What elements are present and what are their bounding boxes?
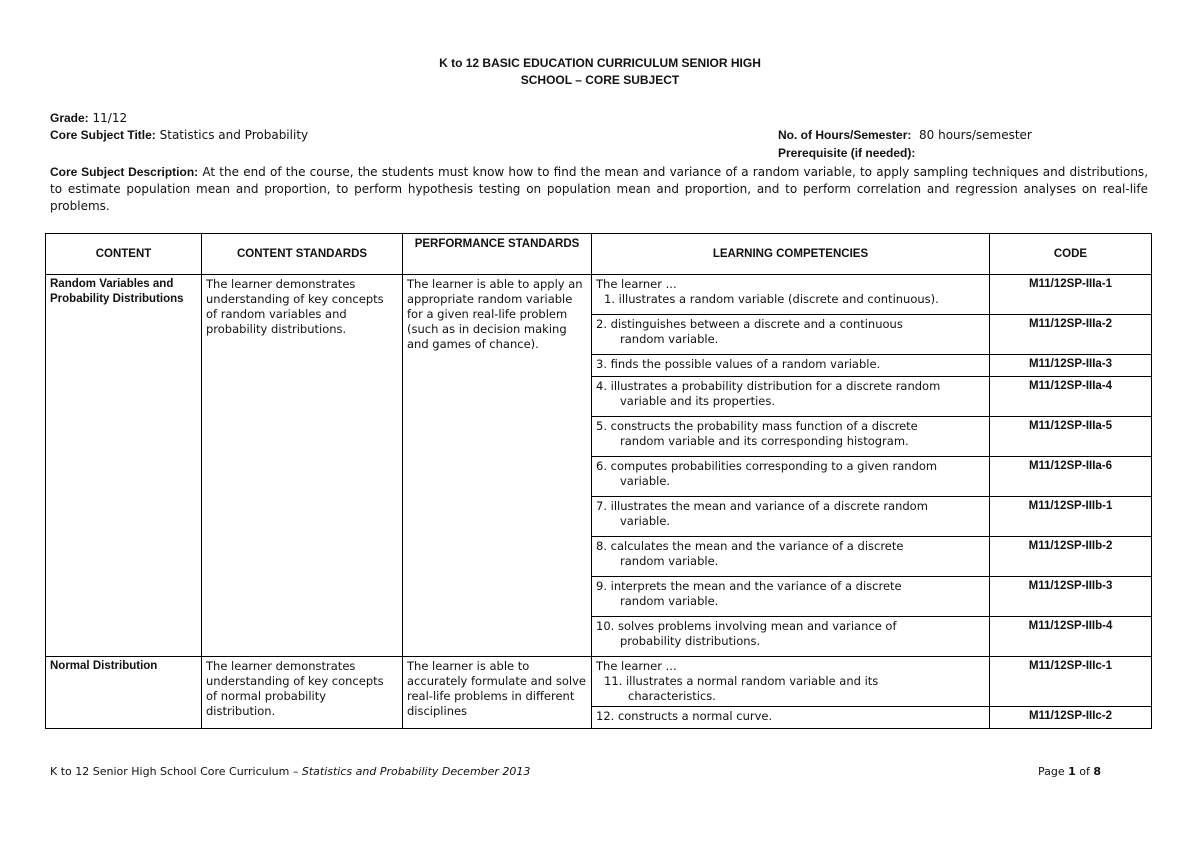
prerequisite-line [778, 145, 915, 161]
prerequisite-label: Prerequisite (if needed): [778, 146, 916, 160]
competency-line-1 [596, 539, 985, 554]
table-row [46, 275, 1152, 315]
learning-competency-cell [592, 417, 990, 457]
content-cell: Normal Distribution [46, 657, 202, 729]
footer-italic: Statistics and Probability December 2013 [301, 765, 531, 778]
subject-title-line [50, 127, 308, 143]
subject-title-label: Core Subject Title: [50, 128, 156, 142]
competency-code-cell: M11/12SP-IIIa-6 [990, 457, 1152, 497]
hours-label: No. of Hours/Semester: [778, 128, 912, 142]
competency-line-2: random variable and its corresponding histogram. [620, 434, 909, 448]
competency-number: 5. [596, 419, 607, 433]
learner-intro: The learner ... [596, 277, 677, 291]
learning-competency-cell [592, 617, 990, 657]
performance-standards-cell: The learner is able to apply an appropriate random variable for a given real-life problem (such as in decision making and games of chance). [403, 275, 592, 657]
competency-text: illustrates the mean and variance of a discrete random [610, 499, 928, 513]
competency-number: 2. [596, 317, 607, 331]
competency-line-1 [596, 579, 985, 594]
competency-text: computes probabilities corresponding to a given random [610, 459, 938, 473]
learning-competency-cell [592, 355, 990, 377]
content-standards-cell: The learner demonstrates understanding of key concepts of normal probability distribution. [202, 657, 403, 729]
of-label: of [1079, 765, 1090, 778]
content-cell: Random Variables and Probability Distributions [46, 275, 202, 657]
competency-text: illustrates a probability distribution for a discrete random [610, 379, 941, 393]
curriculum-table [45, 233, 1152, 729]
hours-line [778, 127, 1032, 143]
learning-competency-cell [592, 707, 990, 729]
competency-number: 9. [596, 579, 607, 593]
subject-description [50, 164, 1148, 215]
table-header-row [46, 234, 1152, 275]
competency-line-1 [596, 709, 985, 724]
competency-code-cell: M11/12SP-IIIa-4 [990, 377, 1152, 417]
description-label: Core Subject Description: [50, 165, 199, 179]
competency-number: 1. [604, 292, 615, 306]
competency-code-cell: M11/12SP-IIIa-3 [990, 355, 1152, 377]
header-code: CODE [990, 234, 1152, 275]
learning-competency-cell [592, 275, 990, 315]
learning-competency-cell [592, 657, 990, 707]
competency-line-1 [596, 292, 985, 307]
competency-line-2: random variable. [620, 594, 719, 608]
footer-left [50, 765, 530, 778]
page-number: 1 [1068, 765, 1076, 778]
competency-line-1 [596, 317, 985, 332]
document-title [0, 55, 1200, 89]
competency-line-2: probability distributions. [620, 634, 761, 648]
competency-line-1 [596, 379, 985, 394]
description-text: At the end of the course, the students must know how to find the mean and variance of a random variable, to apply sampling techniques and distributions, to estimate population mean and proportion, to perform hypothesis testing on population mean and proportion, and to perform correlation and regression analyses on real-life problems. [50, 165, 1149, 213]
competency-text: distinguishes between a discrete and a continuous [610, 317, 903, 331]
learning-competency-cell [592, 377, 990, 417]
learning-competency-cell [592, 315, 990, 355]
competency-number: 4. [596, 379, 607, 393]
competency-line-1 [596, 499, 985, 514]
learning-competency-cell [592, 577, 990, 617]
competency-number: 6. [596, 459, 607, 473]
competency-number: 11. [604, 674, 623, 688]
learning-competency-cell [592, 457, 990, 497]
competency-text: illustrates a random variable (discrete and continuous). [618, 292, 939, 306]
competency-text: finds the possible values of a random variable. [610, 357, 881, 371]
competency-line-1 [596, 419, 985, 434]
competency-code-cell: M11/12SP-IIIa-2 [990, 315, 1152, 355]
page-label: Page [1038, 765, 1065, 778]
competency-number: 12. [596, 709, 615, 723]
competency-code-cell: M11/12SP-IIIc-2 [990, 707, 1152, 729]
competency-text: illustrates a normal random variable and its [625, 674, 879, 688]
competency-text: solves problems involving mean and variance of [617, 619, 897, 633]
table-row [46, 657, 1152, 707]
title-line-1: K to 12 BASIC EDUCATION CURRICULUM SENIOR HIGH [439, 56, 761, 70]
competency-code-cell: M11/12SP-IIIb-2 [990, 537, 1152, 577]
title-line-2: SCHOOL – CORE SUBJECT [520, 73, 680, 87]
grade-value: 11/12 [92, 111, 128, 125]
learning-competency-cell [592, 497, 990, 537]
content-standards-cell: The learner demonstrates understanding of key concepts of random variables and probability distributions. [202, 275, 403, 657]
competency-line-1 [596, 459, 985, 474]
competency-text: interprets the mean and the variance of a discrete [610, 579, 902, 593]
header-performance-standards: PERFORMANCE STANDARDS [403, 234, 592, 275]
competency-line-1 [596, 357, 985, 372]
learning-competency-cell [592, 537, 990, 577]
competency-line-1 [596, 674, 985, 689]
competency-text: calculates the mean and the variance of a discrete [610, 539, 904, 553]
competency-number: 10. [596, 619, 615, 633]
competency-line-2: random variable. [620, 332, 719, 346]
competency-code-cell: M11/12SP-IIIa-1 [990, 275, 1152, 315]
competency-code-cell: M11/12SP-IIIc-1 [990, 657, 1152, 707]
competency-code-cell: M11/12SP-IIIb-1 [990, 497, 1152, 537]
page-total: 8 [1093, 765, 1102, 778]
hours-value: 80 hours/semester [919, 128, 1032, 142]
competency-line-2: characteristics. [628, 689, 716, 703]
competency-code-cell: M11/12SP-IIIa-5 [990, 417, 1152, 457]
competency-line-2: variable and its properties. [620, 394, 776, 408]
header-learning-competencies: LEARNING COMPETENCIES [592, 234, 990, 275]
grade-label: Grade: [50, 111, 89, 125]
competency-number: 3. [596, 357, 607, 371]
competency-line-2: variable. [620, 514, 671, 528]
header-content: CONTENT [46, 234, 202, 275]
page-indicator [1038, 765, 1101, 778]
competency-line-2: variable. [620, 474, 671, 488]
competency-code-cell: M11/12SP-IIIb-4 [990, 617, 1152, 657]
learner-intro: The learner ... [596, 659, 677, 673]
grade-line [50, 110, 127, 126]
header-content-standards: CONTENT STANDARDS [202, 234, 403, 275]
competency-text: constructs the probability mass function of a discrete [610, 419, 918, 433]
competency-number: 7. [596, 499, 607, 513]
performance-standards-cell: The learner is able to accurately formulate and solve real-life problems in different disciplines [403, 657, 592, 729]
footer-prefix: K to 12 Senior High School Core Curriculum – [50, 765, 299, 778]
competency-line-1 [596, 619, 985, 634]
competency-number: 8. [596, 539, 607, 553]
competency-line-2: random variable. [620, 554, 719, 568]
subject-title-value: Statistics and Probability [159, 128, 309, 142]
competency-code-cell: M11/12SP-IIIb-3 [990, 577, 1152, 617]
competency-text: constructs a normal curve. [617, 709, 773, 723]
